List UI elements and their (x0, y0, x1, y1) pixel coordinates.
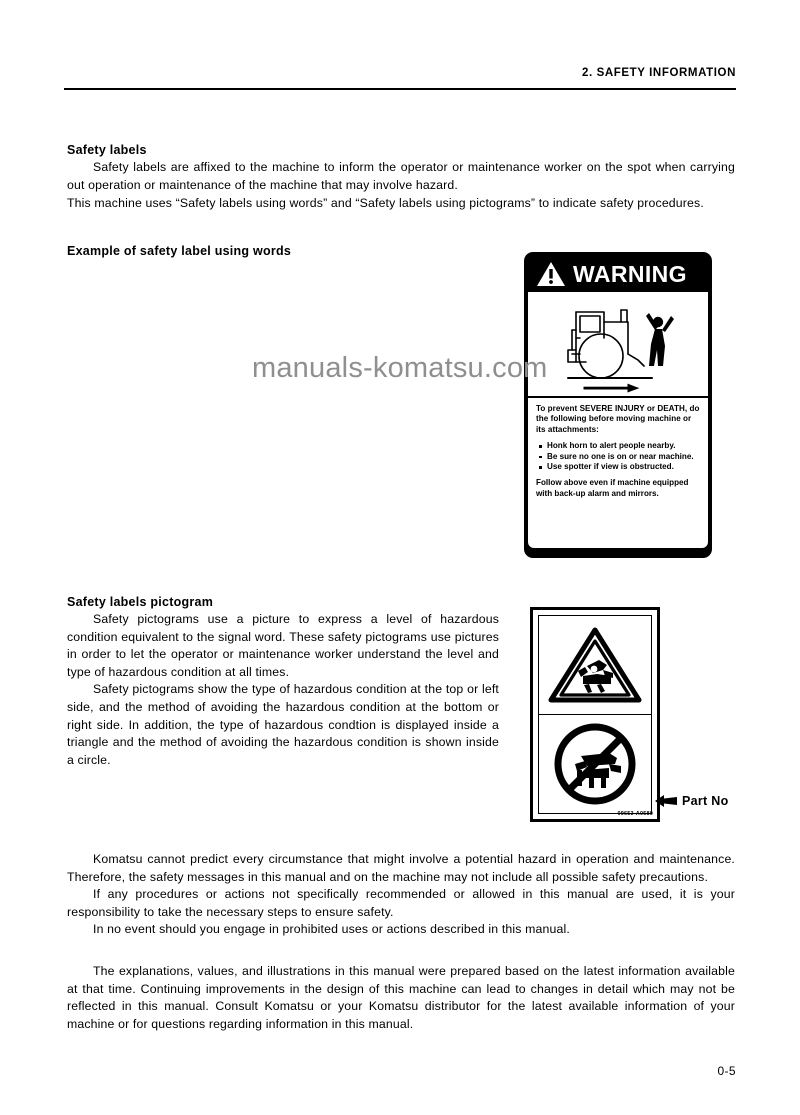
chapter-title: 2. SAFETY INFORMATION (581, 67, 736, 79)
pictogram-label-card (530, 607, 660, 822)
pictogram-paragraph-2: Safety pictograms show the type of hazardous condition at the top or left side, and the method of avoiding the hazardous condition at the bottom or right side. In addition, the type of hazardous condtion is displayed inside a triangle and the method of avoiding the hazardous condition is shown inside a circle. (67, 682, 499, 767)
page-footer (64, 1064, 736, 1079)
machine-reversing-toward-person-icon (528, 292, 708, 396)
arrow-left-icon (655, 793, 677, 809)
example-heading: Example of safety label using words (67, 244, 292, 258)
warning-bullet-item: Use spotter if view is obstructed. (536, 462, 700, 472)
site-watermark: manuals-komatsu.com (252, 352, 548, 384)
safety-labels-heading: Safety labels (67, 143, 147, 157)
pictogram-heading: Safety labels pictogram (67, 595, 214, 609)
safety-labels-paragraph-2: This machine uses “Safety labels using words” and “Safety labels using pictograms” to indicate safety procedures. (67, 196, 704, 211)
pictogram-part-number: 09653-A0580 (617, 811, 653, 817)
warning-instruction-panel (528, 398, 708, 548)
part-number-callout (655, 793, 729, 809)
prohibition-circle-slash-icon (551, 720, 639, 808)
warning-signal-band (528, 256, 708, 292)
header-divider (64, 88, 736, 90)
warning-lead-text: To prevent SEVERE INJURY or DEATH, do the following before moving machine or its attachments: (536, 404, 700, 434)
pictogram-prohibition-cell (539, 715, 651, 813)
example-section (67, 243, 527, 259)
pictogram-label-inner (538, 615, 652, 814)
safety-labels-intro (67, 142, 735, 213)
warning-illustration-panel (528, 292, 708, 396)
closing-paragraph-1: Komatsu cannot predict every circumstance that might involve a potential hazard in operation and maintenance. Therefore, the safety messages in this manual and on the machine may not include all possible safety precautions. (67, 852, 735, 884)
hazard-triangle-crushing-icon (547, 624, 643, 706)
pictogram-hazard-cell (539, 616, 651, 715)
warning-bullet-list (536, 441, 700, 472)
pictogram-section (67, 594, 499, 769)
closing-paragraph-2: If any procedures or actions not specifically recommended or allowed in this manual are used, it is your responsibility to take the necessary steps to ensure safety. (67, 887, 735, 919)
closing-paragraph-3: In no event should you engage in prohibited uses or actions described in this manual. (93, 922, 570, 937)
warning-triangle-exclamation-icon (536, 261, 566, 287)
warning-bullet-item: Be sure no one is on or near machine. (536, 452, 700, 462)
warning-signal-word: WARNING (573, 261, 687, 287)
safety-labels-paragraph-1: Safety labels are affixed to the machine to inform the operator or maintenance worker on the spot when carrying out operation or maintenance of the machine that may involve hazard. (67, 160, 735, 192)
part-number-callout-label: Part No (682, 793, 729, 808)
warning-bullet-item: Honk horn to alert people nearby. (536, 441, 700, 451)
page-number: 0-5 (717, 1064, 736, 1078)
page-header (64, 66, 736, 80)
closing-paragraph-4: The explanations, values, and illustrations in this manual were prepared based on the latest information available at that time. Continuing improvements in the design of this machine can lead to changes in detail which may not be reflected in this manual. Consult Komatsu or your Komatsu distributor for the latest available information of your machine or for questions regarding information in this manual. (67, 964, 735, 1031)
pictogram-paragraph-1: Safety pictograms use a picture to express a level of hazardous condition equivalent to the signal word. These safety pictograms use pictures in order to let the operator or maintenance worker understand the level and type of hazardous condition at all times. (67, 612, 499, 679)
warning-footer-text: Follow above even if machine equipped with back-up alarm and mirrors. (536, 478, 689, 498)
closing-block-two (67, 963, 735, 1033)
warning-label-card (524, 252, 712, 558)
closing-block-one (67, 851, 735, 939)
